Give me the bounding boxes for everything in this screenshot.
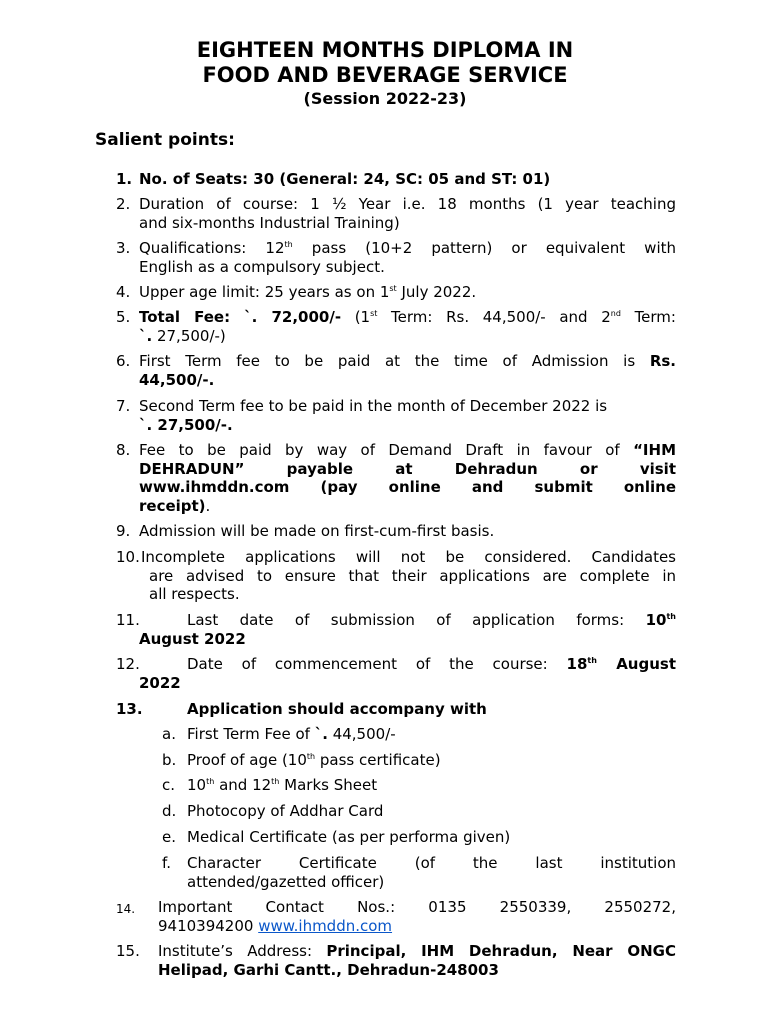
list-item-qualifications [116,239,676,276]
item-text: Important Contact Nos.: 0135 2550339, 2550272, [158,898,676,916]
sub-item-text: Photocopy of Addhar Card [187,802,384,820]
item-number: 2. [116,195,131,213]
item-number: 14. [116,902,136,916]
item-text: Institute’s Address: Principal, IHM Dehradun, Near ONGC [158,942,676,960]
list-item-demand-draft [116,441,676,515]
list-item-contact [116,898,676,935]
item-text: Second Term fee to be paid in the month of December 2022 is [139,397,608,415]
sub-item-marks-sheet [162,776,676,795]
item-text: Fee to be paid by way of Demand Draft in favour of “IHM [139,441,676,459]
sub-item-letter: e. [162,828,176,846]
item-text: are advised to ensure that their applications are complete in [149,566,676,585]
sub-item-letter: c. [162,776,176,794]
list-item-first-term-fee [116,352,676,389]
sub-item-letter: f. [162,854,171,872]
list-item-incomplete-applications [116,548,676,604]
item-text: Upper age limit: 25 years as on 1st July 2022. [139,283,477,301]
item-number: 4. [116,283,131,301]
item-text: DEHRADUN” payable at Dehradun or visit [139,459,676,478]
item-text: Duration of course: 1 ½ Year i.e. 18 months (1 year teaching [139,195,676,213]
item-text: Date of commencement of the course: 18th August [187,655,677,673]
item-number: 7. [116,397,131,415]
list-item-admission-basis [116,522,676,541]
item-number: 8. [116,441,131,459]
item-number: 5. [116,308,131,326]
list-item-duration [116,195,676,232]
item-text: Application should accompany with [187,700,487,718]
item-text: 2022 [139,673,181,692]
item-text: receipt). [139,496,211,515]
item-text: `. 27,500/-. [139,415,233,434]
item-number: 15. [116,942,140,960]
sub-item-text: Character Certificate (of the last institution [187,854,676,872]
sub-item-first-term-fee [162,725,676,744]
item-text: and six-months Industrial Training) [139,213,400,232]
session-subtitle: (Session 2022-23) [303,89,467,108]
list-item-application-accompany [116,700,676,719]
item-number: 9. [116,522,131,540]
item-text: No. of Seats: 30 (General: 24, SC: 05 and ST: 01) [139,170,551,188]
item-text: 9410394200 www.ihmddn.com [158,916,393,935]
item-text: Admission will be made on first-cum-first basis. [139,522,495,540]
sub-item-addhar [162,802,676,821]
item-text: Incomplete applications will not be considered. Candidates [141,548,676,566]
list-item-total-fee [116,308,676,345]
item-text: 44,500/-. [139,370,215,389]
page-title-line-1: EIGHTEEN MONTHS DIPLOMA IN [196,38,574,62]
list-item-age-limit [116,283,676,302]
list-item-last-date [116,611,676,648]
item-number: 1. [116,170,133,188]
item-text: Qualifications: 12th pass (10+2 pattern) or equivalent with [139,239,676,257]
sub-item-character [162,854,676,891]
item-number: 3. [116,239,131,257]
sub-item-letter: a. [162,725,176,743]
page-title-line-2: FOOD AND BEVERAGE SERVICE [202,63,568,87]
item-text: First Term fee to be paid at the time of Admission is Rs. [139,352,676,370]
item-text: Helipad, Garhi Cantt., Dehradun-248003 [158,960,499,979]
sub-item-proof-of-age [162,751,676,770]
sub-item-text: Proof of age (10th pass certificate) [187,751,441,769]
item-number: 12. [116,655,140,673]
sub-item-letter: b. [162,751,177,769]
item-text: www.ihmddn.com (pay online and submit online [139,478,676,496]
sub-item-text: 10th and 12th Marks Sheet [187,776,378,794]
item-number: 6. [116,352,131,370]
sub-item-medical [162,828,676,847]
item-text: all respects. [149,585,240,603]
website-link[interactable]: www.ihmddn.com [258,916,393,935]
item-text: August 2022 [139,629,246,648]
item-text: Last date of submission of application forms: 10th [187,611,676,629]
item-text: `. 27,500/-) [139,326,226,345]
item-text: English as a compulsory subject. [139,257,385,276]
sub-item-text: First Term Fee of `. 44,500/- [187,725,396,743]
list-item-seats [116,170,676,189]
item-text: Total Fee: `. 72,000/- (1st Term: Rs. 44,500/- and 2nd Term: [139,308,676,326]
list-item-address [116,942,676,979]
salient-points-heading: Salient points: [95,130,235,150]
item-number: 10. [116,548,140,566]
sub-item-letter: d. [162,802,177,820]
item-number: 11. [116,611,140,629]
sub-item-text: Medical Certificate (as per performa given) [187,828,511,846]
list-item-second-term-fee [116,397,676,434]
item-number: 13. [116,700,143,718]
sub-item-text: attended/gazetted officer) [187,872,385,891]
list-item-commencement [116,655,676,692]
